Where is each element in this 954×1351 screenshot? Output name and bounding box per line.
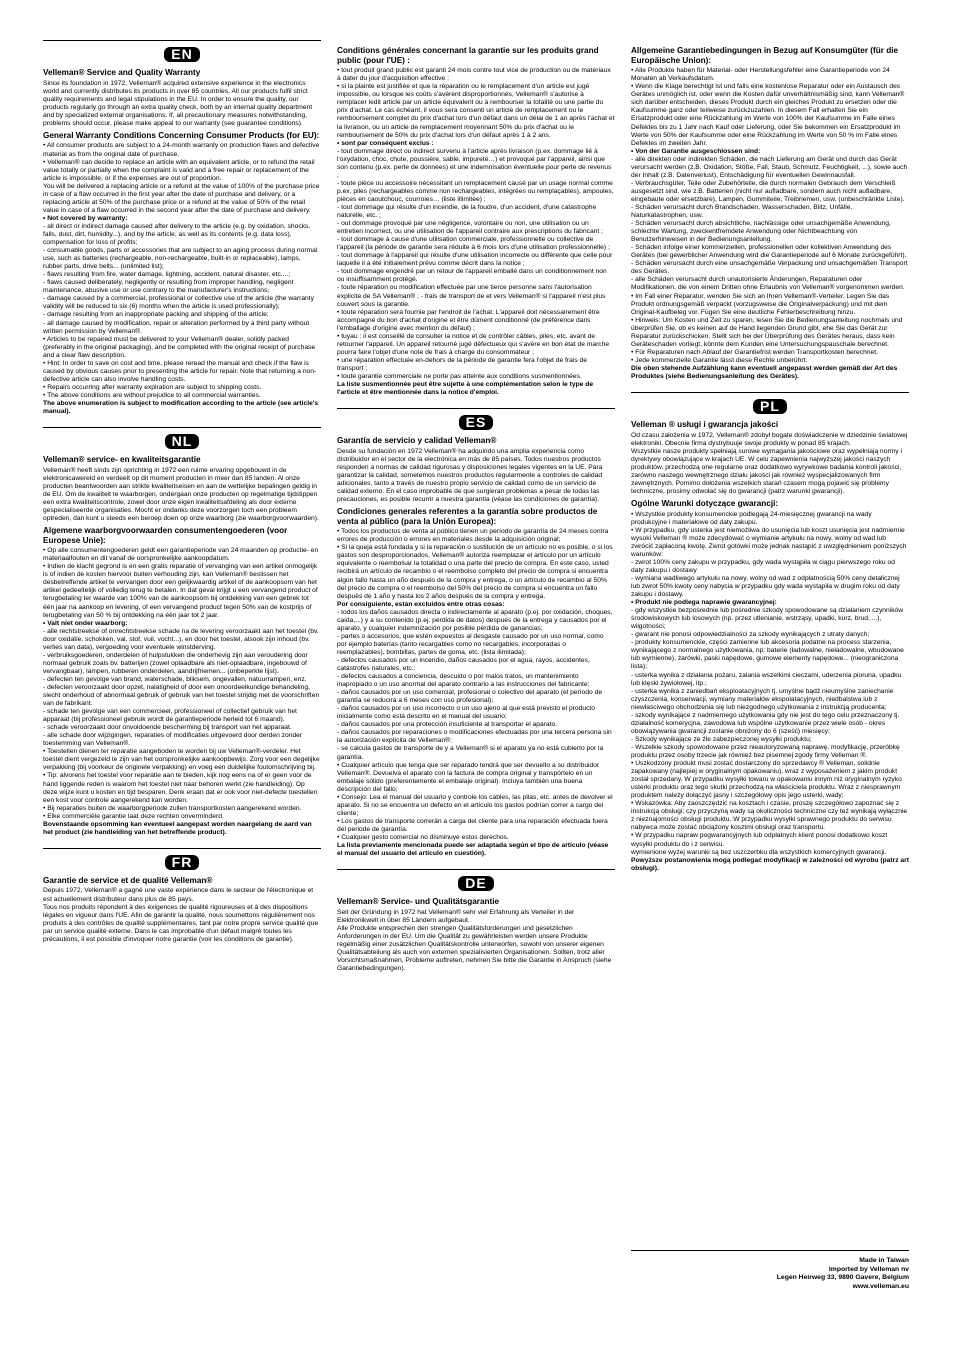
section-fr-start <box>43 848 321 944</box>
section-nl <box>43 427 321 837</box>
es-paragraph: • Cualquier artículo que tenga que ser reparado tendrá que ser devuelto a su distribuidor Velleman®. Devuelva el aparato con la factura de compra original y transpórtelo en un embalaje sólido (preferentemente el embalaje original). Incluya también una buena descripción del fallo; <box>337 761 600 793</box>
en-paragraph: - flaws resulting from fire, water damage, lightning, accident, natural disaster, etc....; <box>43 271 291 279</box>
fr-paragraph: - tout dommage à l'appareil qui résulte d'une utilisation incorrecte ou différente que celle pour laquelle il a été initialement prévu comme décrit dans la notice ; <box>337 252 613 268</box>
fr-paragraph: La liste susmentionnée peut être sujette à une complémentation selon le type de l'article et être mentionnée dans la notice d'emploi. <box>337 381 594 397</box>
en-paragraph: The above enumeration is subject to modification according to the article (see article's manual). <box>43 399 319 416</box>
es-title-service: Garantía de servicio y calidad Velleman® <box>337 436 497 446</box>
es-paragraph: - se calcula gastos de transporte de y a Velleman® si el aparato ya no está cubierto por la garantía. <box>337 745 604 761</box>
de-title-conditions: Allgemeine Garantiebedingungen in Bezug auf Konsumgüter (für die Europäische Union): <box>631 46 899 65</box>
de-paragraph: - alle Schäden verursacht durch unautorisierte Änderungen, Reparaturen oder Modifikationen, die von einem Dritten ohne Erlaubnis von Velleman® vorgenommen werden. <box>631 276 905 292</box>
pl-title-service: Velleman ® usługi i gwarancja jakości <box>631 420 779 430</box>
de-paragraph: • Für Reparaturen nach Ablauf der Garantiefrist werden Transportkosten berechnet. <box>631 348 878 356</box>
es-paragraph: - daños causados por un uso comercial, profesional o colectivo del aparato (el período de garantía se reducirá a 6 meses con uso profesional); <box>337 689 603 705</box>
language-badge-es: ES <box>459 415 494 430</box>
en-title-service: Velleman® Service and Quality Warranty <box>43 68 201 77</box>
pl-paragraph: • Wskazówka: Aby zaoszczędzić na kosztach i czasie, proszę szczegółowo zapoznać się z instrukcją obsługi; czy przyczyną wady są okoliczności techniczne czy też wynikają wyłącznie z nieznajomości obsługi produktu. W przypadku wysyłki sprawnego produktu do serwisu nabywca może zostać obciążony kosztmi obsługi oraz transportu. <box>631 800 908 832</box>
fr-paragraph: Depuis 1972, Velleman® a gagné une vaste expérience dans le secteur de l'électronique et est actuellement distributeur dans plus de 85 pays. <box>43 887 314 903</box>
language-badge-en: EN <box>164 47 199 62</box>
de-paragraph: - Verbrauchsgüter, Teile oder Zubehörteile, die durch normalen Gebrauch dem Verschleiß ausgesetzt sind, wie z.B. Batterien (nicht nur aufladbare, sondern auch nicht aufladbare, eingebaute oder ersetzbare), Lampen, Gummiteile, Treibriemen, usw. (unbeschränkte Liste). <box>631 179 905 203</box>
es-paragraph: - defectos causados a conciencia, descuido o por malos tratos, un mantenimiento inapropiado o un uso anormal del aparato contrario a las instrucciones del fabricante; <box>337 673 590 689</box>
section-de-start <box>337 869 615 973</box>
pl-paragraph: • Produkt nie podlega naprawie gwarancyjnej: <box>631 599 777 607</box>
nl-paragraph: • Valt niet onder waarborg: <box>43 619 128 627</box>
fr-paragraph: Tous nos produits répondent à des exigences de qualité rigoureuses et à des dispositions légales en vigueur dans l'UE. Afin de garantir la qualité, nous soumettons régulièrement nos produits à des contrôles de qualité supplémentaires, tant par notre propre service qualité que par un service qualité externe. Dans le cas improbable d'un défaut malgré toutes les précautions, il est possible d'invoquer notre garantie (voir les conditions de garantie). <box>43 903 319 943</box>
pl-paragraph: - Szkody wynikające ze źle zabezpieczonej wysyłki produktu; <box>631 735 812 743</box>
de-paragraph: - alle direkten oder indirekten Schäden, die nach Lieferung am Gerät und durch das Gerät verursacht werden (z.B. Oxidation, Stöße, Fall, Staub, Schmutz, Feuchtigkeit, ...), sowie auch der Inhalt (z.B. Datenverlust), Entschädigung für eventuellen Gewinnausfall. <box>631 155 908 179</box>
pl-paragraph: • W przypadku, gdy usterka jest niemożliwa do usunięcia lub koszt usunięcia jest nadmiernie wysoki Velleman ® może zdecydować o wymianie artykułu na nowy, wolny od wad lub zwrócić zapłaconą kwotę. Zwrot gotówki może jednak nastąpić z uwzględnieniem poniższych warunków: <box>631 526 907 558</box>
es-paragraph: - defectos causados por un incendio, daños causados por el agua, rayos, accidentes, catástrofes naturales, etc.; <box>337 656 590 673</box>
es-paragraph: • Los gastos de transporte correrán a carga del cliente para una reparación efectuada fuera del periode de garantía. <box>337 817 608 833</box>
nl-paragraph: Bovenstaande opsomming kan eventueel aangepast worden naargelang de aard van het product (zie handleiding van het betreffende product). <box>43 820 312 836</box>
fr-paragraph: • sont par conséquent exclus : <box>337 139 434 147</box>
fr-paragraph: • si la plainte est justifiée et que la réparation ou le remplacement d'un article est jugé impossible, ou lorsque les coûts s'avèrent disproportionnés, Velleman® s'autorise à remplacer ledit article par un article équivalent ou à rembourser la totalité ou une partie du prix d'achat. Le cas échéant, il vous sera consenti un article de remplacement ou le remboursement complet du prix d'achat lors d'un défaut dans un délai de 1 an après l'achat et la livraison, ou un article de remplacement moyennant 50% du prix d'achat ou le remboursement de 50% du prix d'achat lors d'un défaut après 1 à 2 ans. <box>337 83 615 139</box>
website: www.velleman.eu <box>852 1282 909 1290</box>
nl-paragraph: - schade ten gevolge van een commercieel, professioneel of collectief gebruik van het apparaat (bij professioneel gebruik wordt de garantieperiode herleid tot 6 maand). <box>43 708 297 724</box>
nl-paragraph: • Indien de klacht gegrond is en een gratis reparatie of vervanging van een artikel onmogelijk is of indien de kosten hiervoor buiten verhouding zijn, kan Velleman® beslissen het desbetreffende artikel te vervangen door een gelijkwaardig artikel of de aankoopsom van het artikel gedeeltelijk of volledig terug te betalen. In dat geval krijgt u een vervangend product of terugbetaling ter waarde van 100% van de aankoopsom bij ontdekking van een gebrek tot één jaar na aankoop en levering, of een vervangend product tegen 50% van de kostprijs of terugbetaling van 50 % bij ontdekking na één jaar tot 2 jaar. <box>43 563 318 619</box>
address: Legen Heirweg 33, 9890 Gavere, Belgium <box>776 1274 909 1282</box>
nl-paragraph: - defecten ten gevolge van brand, waterschade, bliksem, ongevallen, natuurrampen, enz. <box>43 675 307 683</box>
column-1 <box>43 40 321 950</box>
pl-paragraph: - gdy wszystkie bezpośrednie lub pośrednie szkody spowodowane są działaniem czynników środowiskowych lub losowych (np. przez utlenianie, wstrząsy, upadki, kurz, brud, ...), wilgotności; <box>631 607 904 631</box>
es-title-conditions: Condiciones generales referentes a la garantía sobre productos de venta al público (para la Unión Europea): <box>337 507 598 526</box>
pl-title-conditions: Ogólne Warunki dotyczące gwarancji: <box>631 498 779 508</box>
nl-paragraph: - alle schade door wijzigingen, reparaties of modificaties uitgevoerd door derden zonder toestemming van Velleman®. <box>43 732 303 748</box>
de-title-service: Velleman® Service- und Qualitätsgarantie <box>337 897 500 907</box>
column-2 <box>337 40 615 979</box>
pl-paragraph: - szkody wynikające z nadmiernego użytkowania gdy nie jest do tego celu przeznaczony tj. działalność komerycjna, zawodowa lub wspólne użytkowanie przez wiele osób - okres obowiązywania gwarancji zostanie obniżony do 6 (sześć) miesięcy; <box>631 711 900 735</box>
de-paragraph: • Alle Produkte haben für Material- oder Herstellungsfehler eine Garantieperiode von 24 Monaten ab Verkaufsdatum. <box>631 67 890 83</box>
section-pl <box>631 392 909 873</box>
en-paragraph: Since its foundation in 1972, Velleman® acquired extensive experience in the electronics world and currently distributes its products in over 85 countries. All our products fulfil strict quality requirements and legal stipulations in the EU. In order to ensure the quality, our products regularly go through an extra quality check, both by an internal quality department and by specialized external organisations. If, all precautionary measures notwithstanding, problems should occur, please make appeal to our warranty (see guarantee conditions). <box>43 79 313 127</box>
pl-paragraph: - wymiana wadliwego artykułu na nowy, wolny od wad z odpłatnością 50% ceny detalicznej lub zwrot 50% kwoty ceny nabycia w przypadku gdy wada wystąpiła w drugim roku od daty zakupu i dostawy. <box>631 574 900 599</box>
column-3 <box>631 40 909 879</box>
nl-paragraph: - defecten veroorzaakt door opzet, nalatigheid of door een onoordeelkundige behandeling, slecht onderhoud of abnormaal gebruik of gebruik van het toestel strijdig met de voorschriften van de fabrikant. <box>43 683 320 708</box>
language-badge-nl: NL <box>165 434 200 449</box>
fr-paragraph: - out dommage provoqué par une négligence, volontaire ou non, une utilisation ou un entretien incorrect, ou une utilisation de l'appareil contraire aux prescriptions du fabricant ; <box>337 220 603 236</box>
nl-paragraph: • Elke commerciële garantie laat deze rechten onverminderd. <box>43 812 224 820</box>
section-de-cont <box>631 40 909 381</box>
en-paragraph: - all direct or indirect damage caused after delivery to the article (e.g. by oxidation, shocks, falls, dust, dirt, humidity...), and by the article, as well as its contents (e.g. data loss), compensation for loss of profits; <box>43 222 311 247</box>
en-paragraph: • Hint: In order to save on cost and time, please reread the manual and check if the flaw is caused by obvious causes prior to presenting the article for repair. Note that returning a non-defective article can also involve handling costs. <box>43 359 317 383</box>
de-paragraph: - Schäden verursacht durch absichtliche, nachlässige oder unsachgemäße Anwendung, schlechte Wartung, zweckentfremdete Anwendung oder Nichtbeachtung von Benutzerhinweisen in der Bedienungsanleitung. <box>631 220 891 244</box>
en-paragraph: • All consumer products are subject to a 24-month warranty on production flaws and defective material as from the original date of purchase. <box>43 142 320 158</box>
en-paragraph: • Articles to be repaired must be delivered to your Velleman® dealer, solidly packed (preferably in the original packaging), and be completed with the original receipt of purchase and a clear flaw description. <box>43 335 316 359</box>
fr-paragraph: - tout dommage à cause d'une utilisation commerciale, professionnelle ou collective de l'appareil (la période de garantie sera réduite à 6 mois lors d'une utilisation professionnelle) ; <box>337 236 610 252</box>
es-paragraph: - partes o accesorios, que estén expuestos al desgaste causado por un uso normal, como por ejemplo baterías (tanto recargables como no recargables, incorporadas o reemplazables), bombillas, partes de goma, etc. (lista ilimitada); <box>337 632 604 656</box>
en-paragraph: - damage resulting from an inappropriate packing and shipping of the article; <box>43 311 269 319</box>
nl-title-service: Velleman® service- en kwaliteitsgarantie <box>43 455 201 465</box>
es-paragraph: La lista previamente mencionada puede ser adaptada según el tipo de artículo (véase el manual del usuario del artículo en cuestión). <box>337 842 609 858</box>
es-paragraph: Por consiguiente, están excluidos entre otras cosas: <box>337 600 505 608</box>
pl-paragraph: - usterka wynika z działania pożaru, zalania wszelkimi cieczami, uderzenia pioruna, upadku lub klęski żywiołowej, itp.; <box>631 671 902 687</box>
language-badge-fr: FR <box>165 855 200 870</box>
es-paragraph: Desde su fundación en 1972 Velleman® ha adquirido una amplia experiencia como distribuidor en el sector de la electrónica en más de 85 países. Todos nuestros productos responden a normas de calidad rigurosas y disposiciones legales vigentes en la UE. Para garantizar la calidad, sometemos nuestros productos regularmente a controles de calidad adicionales, tanto a través de nuestro propio servicio de calidad como de un servicio de calidad externo. En el caso improbable de que surgieran problemas a pesar de todas las precauciones, es posible recurrir a nuestra garantía (véase las condiciones de garantía). <box>337 447 603 503</box>
pl-paragraph: wymienione wyżej warunki są bez uszczerbku dla wszystkich komercyjnych gwarancji. <box>631 848 887 856</box>
fr-paragraph: • une réparation effectuée en-dehors de la période de garantie fera l'objet de frais de transport ; <box>337 356 587 372</box>
es-paragraph: • Todos los productos de venta al público tienen un período de garantía de 24 meses contra errores de producción o errores en materiales desde la adquisición original; <box>337 528 609 544</box>
fr-paragraph: - toute pièce ou accessoire nécessitant un remplacement causé par un usage normal comme p.ex. piles (rechargeables comme non rechargeables, intégrées ou remplaçables), ampoules, pièces en caoutchouc, courroies… (liste illimitée) ; <box>337 179 614 203</box>
de-paragraph: - Schäden infolge einer kommerziellen, professionellen oder kollektiven Anwendung des Gerätes (bei gewerblicher Anwendung wird die Garantieperiode auf 6 Monate zurückgeführt). <box>631 244 907 260</box>
fr-paragraph: - tout dommage engendré par un retour de l'appareil emballé dans un conditionnement non ou insuffisamment protégé. <box>337 268 607 284</box>
en-paragraph: • Not covered by warranty: <box>43 214 128 222</box>
fr-paragraph: - tout dommage direct ou indirect survenu à l'article après livraison (p.ex. dommage lié à l'oxydation, choc, chute, poussière, sable, impureté…) et provoqué par l'appareil, ainsi que son contenu (p.ex. perte de données) et une indemnisation éventuelle pour perte de revenus ; <box>337 147 612 179</box>
es-paragraph: - daños causados por un uso incorrecto o un uso ajeno al que está previsto el producto inicialmente como está descrito en el manual del usuario; <box>337 705 596 721</box>
fr-paragraph: • toute réparation sera fournie par l'endroit de l'achat. L'appareil doit nécessairement être accompagné du bon d'achat d'origine et être dûment conditionné (de préférence dans l'emballage d'origine avec mention du défaut) ; <box>337 308 600 332</box>
de-paragraph: - Schäden verursacht durch eine unsachgemäße Verpackung und unsachgemäßen Transport des Gerätes. <box>631 260 908 276</box>
nl-title-conditions: Algemene waarborgvoorwaarden consumentengoederen (voor Europese Unie): <box>43 525 288 545</box>
fr-paragraph: • tuyau : il est conseillé de consulter la notice et de contrôler câbles, piles, etc. avant de retourner l'appareil. Un appareil retourné jugé défectueux qui s'avère en bon état de marche pourra faire l'objet d'une note de frais à charge du consommateur ; <box>337 332 610 356</box>
made-in: Made in Taiwan <box>859 1257 909 1264</box>
importer: Imported by Velleman nv <box>828 1265 909 1273</box>
en-paragraph: - consumable goods, parts or accessories that are subject to an aging process during normal use, such as batteries (rechargeable, non-rechargeable, built-in or replaceable), lamps, rubber parts, drive belts... (unlimited list); <box>43 247 318 271</box>
pl-paragraph: Wszystkie nasze produkty spełniają surowe wymagania jakościowe oraz wypełniają normy i dyrektywy obowiązujące w krajach UE. W celu zapewnienia najwyższej jakości naszych produktów, przechodzą one regularne oraz dodatkowo wyrywkowe badania kontroli jakości, zarówno naszego wewnętrznego działu jakości jak również wyspecjalizowanych firm zewnętrznych. Pomimo dołożenia wszelkich starań czasem mogą pojawić się problemy techniczne, prosimy odwołać się do gwarancji (patrz warunki gwarancji). <box>631 447 902 495</box>
de-paragraph: • Im Fall einer Reparatur, wenden Sie sich an Ihren Velleman®-Verteiler. Legen Sie das Produkt ordnungsgemäß verpackt (vorzugsweise die Originalverpackung) und mit dem Original-Kaufbeleg vor. Fügen Sie eine deutliche Fehlerbeschreibung hinzu. <box>631 292 890 316</box>
de-paragraph: Die oben stehende Aufzählung kann eventuell angepasst werden gemäß der Art des Produktes (siehe Bedienungsanleitung des Gerätes). <box>631 364 898 380</box>
es-paragraph: - daños causados por una protección insuficiente al transportar el aparato. <box>337 721 558 729</box>
nl-paragraph: • Op alle consumentengoederen geldt een garantieperiode van 24 maanden op productie- en materiaalfouten en dit vanaf de oorspronkelijke aankoopdatum. <box>43 547 319 563</box>
pl-paragraph: - Wszelkie szkody spowodowane przez nieautoryzowaną naprawę, modyfikację, przeróbkę produktu przez osoby trzecie jak również bez pisemnej zgody firmy Velleman ®. <box>631 743 900 759</box>
es-paragraph: • Cualquier gesto comercial no disminuye estos derechos. <box>337 834 509 841</box>
pl-paragraph: - produkty konsumenckie, części zamienne lub akcesoria podatne na process starzenia, wynikającego z normalnego użytkowania, np: baterie (ładowalne, nieładowalne, wbudowane lub wymienne), żarówki, paski napędowe, gumowe elementy napędowe... (nieograniczona lista); <box>631 639 904 671</box>
pl-paragraph: - gwarant nie ponosi odpowiedzialności za szkody wynikających z utraty danych; <box>631 631 870 639</box>
en-paragraph: - flaws caused deliberately, negligently or resulting from improper handling, negligent maintenance, abusive use or use contrary to the manufacturer's instructions; <box>43 279 294 295</box>
es-paragraph: • Consejo: Lea el manual del usuario y controle los cables, las pilas, etc. antes de devolver el aparato. Si no se encuentra un defecto en el artículo los gastos podrían correr a cargo del cliente; <box>337 793 613 817</box>
section-en <box>43 40 321 416</box>
en-paragraph: - all damage caused by modification, repair or alteration performed by a third party without written permission by Velleman®. <box>43 319 310 335</box>
fr-paragraph: - tout dommage qui résulte d'un incendie, de la foudre, d'un accident, d'une catastrophe naturelle, etc. ; <box>337 203 597 220</box>
fr-title-service: Garantie de service et de qualité Velleman® <box>43 875 213 885</box>
language-badge-de: DE <box>458 876 493 891</box>
fr-paragraph: - toute réparation ou modification effectuée par une tierce personne sans l'autorisation explicite de SA Velleman® ; - frais de transport de et vers Velleman® si l'appareil n'est plus couvert sous la garantie. <box>337 284 606 308</box>
es-paragraph: - todos los daños causados directa o indirectamente al aparato (p.ej. por oxidación, choques, caída,...) y a su contenido (p.ej. pérdida de datos) después de la entrega y causados por el aparato, y cualquier indemnización por posible pérdida de ganancias; <box>337 608 613 632</box>
en-paragraph: • The above conditions are without prejudice to all commercial warranties. <box>43 391 261 399</box>
de-paragraph: • Wenn die Klage berechtigt ist und falls eine kostenlose Reparatur oder ein Austausch des Gerätes unmöglich ist, oder wenn die Kosten dafür unverhältnismäßig sind, kann Velleman® sich darüber entscheiden, dieses Produkt durch ein gleiches Produkt zu ersetzen oder die Kaufsumme ganz oder teilweise zurückzuzahlen. In diesem Fall erhalten Sie ein Ersatzprodukt oder eine Rückzahlung im Werte von 100% der Kaufsumme im Falle eines Defektes bis zu 1 Jahr nach Kauf oder Lieferung, oder Sie bekommen ein Ersatzprodukt im Werte von 50% der Kaufsumme oder eine Rückzahlung im Werte von 50 % im Falle eines Defektes im zweiten Jahr. <box>631 83 905 147</box>
language-badge-pl: PL <box>753 399 787 414</box>
nl-paragraph: • Bij reparaties buiten de waarborgperiode zullen transportkosten aangerekend worden. <box>43 804 302 812</box>
de-paragraph: • Hinweis: Um Kosten und Zeit zu sparen, lesen Sie die Bedienungsanleitung nochmals und überprüfen Sie, ob es keinen auf de Hand liegenden Grund gibt, ehe Sie das Gerät zur Reparatur zurückschicken. Stellt sich bei der Überprüfung des Gerätes heraus, dass kein Geräteschaden vorliegt, könnte dem Kunden eine Untersuchungspauschale berechnet. <box>631 316 903 348</box>
en-title-conditions: General Warranty Conditions Concerning Consumer Products (for EU): <box>43 130 320 140</box>
en-paragraph: You will be delivered a replacing article or a refund at the value of 100% of the purchase price in case of a flaw occurred in the first year after the date of purchase and delivery, or a replacing article at 50% of the purchase price or a refund at the value of 50% of the retail value in case of a flaw occurred in the second year after the date of purchase and delivery. <box>43 182 320 214</box>
nl-paragraph: - verbruiksgoederen, onderdelen of hulpstukken die onderhevig zijn aan veroudering door normaal gebruik zoals bv. batterijen (zowel oplaadbare als niet-oplaadbare, ingebouwd of vervangbaar), lampen, rubberen onderdelen, aandrijfriemen... (onbeperkte lijst). <box>43 651 308 675</box>
de-paragraph: - Schäden verursacht durch Brandschaden, Wasserschaden, Blitz, Unfälle, Naturkatastrophen, usw. <box>631 203 853 220</box>
nl-paragraph: - alle rechtstreekse of onrechtstreekse schade na de levering veroorzaakt aan het toestel (bv. door oxidatie, schokken, val, stof, vuil, vocht...), en door het toestel, alsook zijn inhoud (bv. verlies van data), vergoeding voor eventuele winstderving. <box>43 627 319 651</box>
en-paragraph: • Repairs occurring after warranty expiration are subject to shipping costs. <box>43 383 262 391</box>
fr-paragraph: • tout produit grand public est garanti 24 mois contre tout vice de production ou de matériaux à dater du jour d'acquisition effective ; <box>337 67 611 83</box>
section-fr-cont <box>337 40 615 397</box>
en-paragraph: - damage caused by a commercial, professional or collective use of the article (the warranty validity will be reduced to six (6) months when the article is used professionally); <box>43 295 314 311</box>
fr-title-conditions: Conditions générales concernant la garantie sur les produits grand public (pour l'UE) : <box>337 46 599 65</box>
de-paragraph: Alle Produkte entsprechen den strengen Qualitätsforderungen und gesetzlichen Anforderungen in der EU. Um die Qualität zu gewährleisten werden unsere Produkte regelmäßig einer zusätzlichen Qualitätskontrolle unterworfen, sowohl von unserer eigenen Qualitätsabteilung als auch von externen spezialisierten Organisationen. Sollten, trotz aller Vorsichtsmaßnahmen, Probleme auftreten, nehmen Sie bitte die Garantie in Anspruch (siehe Garantiebedingungen). <box>337 924 612 973</box>
es-paragraph: • Si la queja está fundada y si la reparación o sustitución de un artículo no es posible, o si los gastos son desproporcionados, Velleman® autoriza reemplazar el artículo por un artículo equivalente o reembolsar la totalidad o una parte del precio de compra. En este caso, usted recibirá un artículo de recambio o el reembolso completo del precio de compra si encuentra algún fallo hasta un año después de la compra y entrega, o un artículo de recambio al 50% del precio de compra o el reembolso del 50% del precio de compra si encuentra un fallo después de 1 año y hasta los 2 años después de la compra y entrega. <box>337 544 613 600</box>
pl-paragraph: Od czasu założenia w 1972, Velleman® zdobył bogate doświadczenie w dziedzinie światowej elektroniki. Obecnie firma dystrybuuje swoje produkty w ponad 85 krajach. <box>631 431 908 447</box>
de-paragraph: • Jede kommerzielle Garantie lässt diese Rechte unberührt. <box>631 356 808 364</box>
en-paragraph: • Velleman® can decide to replace an article with an equivalent article, or to refund the retail value totally or partially when the complaint is valid and a free repair or replacement of the article is impossible, or if the expenses are out of proportion. <box>43 158 315 182</box>
pl-paragraph: Powyższe postanowienia mogą podlegać modyfikacji w zależności od wyrobu (patrz art obsługi). <box>631 856 909 872</box>
fr-paragraph: • toute garantie commerciale ne porte pas atteinte aux conditions susmentionnées. <box>337 372 582 380</box>
imprint-footer <box>631 1250 909 1291</box>
de-paragraph: Seit der Gründung in 1972 hat Velleman® sehr viel Erfahrung als Verteiler in der Elektronikwelt in über 85 Ländern aufgebaut. <box>337 908 575 924</box>
pl-paragraph: - zwrot 100% ceny zakupu w przypadku, gdy wada wystąpiła w ciągu pierwszego roku od daty zakupu i dostawy <box>631 558 895 574</box>
nl-paragraph: • Tip: alvorens het toestel voor reparatie aan te bieden, kijk nog eens na of er geen voor de hand liggende reden is waarom het toestel niet naar behoren werkt (zie handleiding). Op deze wijze kunt u kosten en tijd besparen. Denk eraan dat er ook voor niet-defecte toestellen een kost voor controle aangerekend kan worden. <box>43 772 318 804</box>
pl-paragraph: • Uszkodzony produkt musi zostać dostarczony do sprzedawcy ® Velleman, solidnie zapakowany (najlepiej w oryginalnym opakowaniu), wraz z wyposażeniem z jakim produkt został sprzedany. W przypadku wysyłki towaru w opakowaniu innym niż oryginalnym ryzyko usterki produktu oraz tego skutki przechodzą na właściciela produktu. Wraz z niesprawnym produktem należy dołączyć jasny i szczegółowy opis jego usterki, wady; <box>631 760 902 800</box>
es-paragraph: - daños causados por reparaciones o modificaciones efectuadas por una tercera persona sin la autorización explícita de Velleman®; <box>337 729 612 745</box>
section-es <box>337 408 615 858</box>
pl-paragraph: • W przypadku napraw pogwarancyjnych lub odpłatnych klient ponosi dodatkowo koszt wysyłki produktu do i z serwisu. <box>631 832 888 848</box>
nl-paragraph: - schade veroorzaakt door onvoldoende bescherming bij transport van het apparaat. <box>43 724 292 732</box>
nl-paragraph: • Toestellen dienen ter reparatie aangeboden te worden bij uw Velleman®-verdeler. Het toestel dient vergezeld te zijn van het oorspronkelijke aankoopbewijs. Zorg voor een degelijke verpakking (bij voorkeur de originele verpakking) en voeg een duidelijke foutomschrijving bij. <box>43 748 320 772</box>
pl-paragraph: - usterka wynika z zaniedbań eksploatacyjnych tj. umyślne bądź nieumyślne zaniechanie czyszczenia, konserwacji, wymiany materiałów ekspolatacyjnych, niedbalstwa lub z niewłaściwego obchodzenia się lub niezgodnego użytkowania z instrukcją producenta; <box>631 687 894 711</box>
de-paragraph: • Von der Garantie ausgeschlossen sind: <box>631 147 761 155</box>
nl-paragraph: Velleman® heeft sinds zijn oprichting in 1972 een ruime ervaring opgebouwd in de elektronicawereld en verdeelt op dit moment producten in meer dan 85 landen. Al onze producten beantwoorden aan strikte kwaliteitseisen en aan de wettelijke bepalingen geldig in de EU. Om de kwaliteit te waarborgen, ondergaan onze producten op regelmatige tijdstippen een extra kwaliteitscontrole, zowel door onze eigen kwaliteitsafdeling als door externe gespecialiseerde organisaties. Mocht er ondanks deze voorzorgen toch een probleem optreden, dan kunt u steeds een beroep doen op onze waarborg (zie waarborgvoorwaarden). <box>43 466 319 522</box>
pl-paragraph: • Wszystkie produkty konsumenckie podlegają 24-miesięcznej gwarancji na wady produkcyjne i materiałowe od daty zakupu. <box>631 510 872 526</box>
